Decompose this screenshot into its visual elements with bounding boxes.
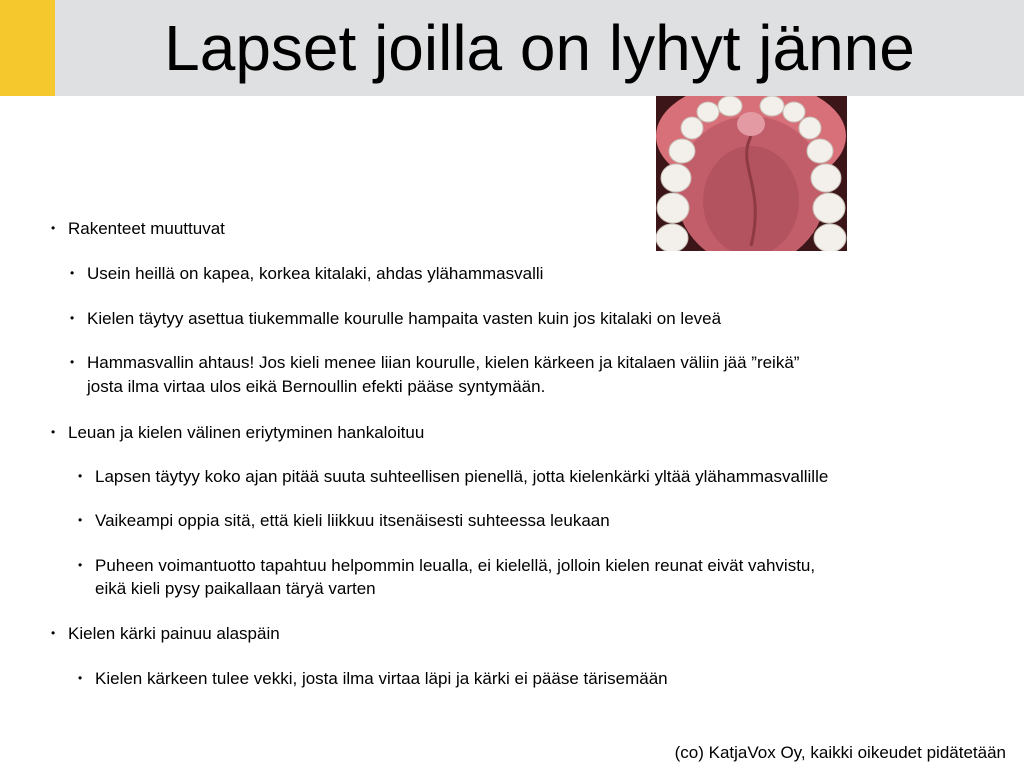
sub-bullet-item: Usein heillä on kapea, korkea kitalaki, ahdas ylähammasvalli <box>87 264 544 283</box>
bullet-item: Rakenteet muuttuvat <box>68 219 225 238</box>
bullet-item: Leuan ja kielen välinen eriytyminen hankaloituu <box>68 423 425 442</box>
bullet-icon: • <box>51 221 56 235</box>
mouth-palate-photo <box>656 96 847 251</box>
bullet-icon: • <box>51 626 56 640</box>
bullet-icon: • <box>78 513 83 527</box>
copyright-footer: (co) KatjaVox Oy, kaikki oikeudet pidätetään <box>674 743 1006 762</box>
sub-bullet-item: Kielen täytyy asettua tiukemmalle kourulle hampaita vasten kuin jos kitalaki on leveä <box>87 309 722 328</box>
sub-bullet-item: Vaikeampi oppia sitä, että kieli liikkuu itsenäisesti suhteessa leukaan <box>95 511 610 530</box>
accent-block <box>0 0 55 96</box>
bullet-icon: • <box>78 558 83 572</box>
bullet-item: Kielen kärki painuu alaspäin <box>68 624 280 643</box>
bullet-icon: • <box>70 266 75 280</box>
sub-bullet-item: Lapsen täytyy koko ajan pitää suuta suhteellisen pienellä, jotta kielenkärki yltää ylähammasvallille <box>95 467 829 486</box>
bullet-icon: • <box>78 671 83 685</box>
sub-bullet-item: Puheen voimantuotto tapahtuu helpommin leualla, ei kielellä, jolloin kielen reunat eivät vahvistu, <box>95 556 816 575</box>
sub-bullet-item: Hammasvallin ahtaus! Jos kieli menee liian kourulle, kielen kärkeen ja kitalaen väliin jää ”reikä” <box>87 353 800 372</box>
mouth-palate-icon <box>656 96 847 251</box>
bullet-icon: • <box>70 355 75 369</box>
sub-bullet-item: Kielen kärkeen tulee vekki, josta ilma virtaa läpi ja kärki ei pääse tärisemään <box>95 669 668 688</box>
sub-bullet-item-continued: josta ilma virtaa ulos eikä Bernoullin efekti pääse syntymään. <box>87 377 546 396</box>
sub-bullet-item-continued: eikä kieli pysy paikallaan täryä varten <box>95 579 376 598</box>
bullet-icon: • <box>51 425 56 439</box>
bullet-icon: • <box>78 469 83 483</box>
bullet-icon: • <box>70 311 75 325</box>
slide-title: Lapset joilla on lyhyt jänne <box>164 12 915 84</box>
